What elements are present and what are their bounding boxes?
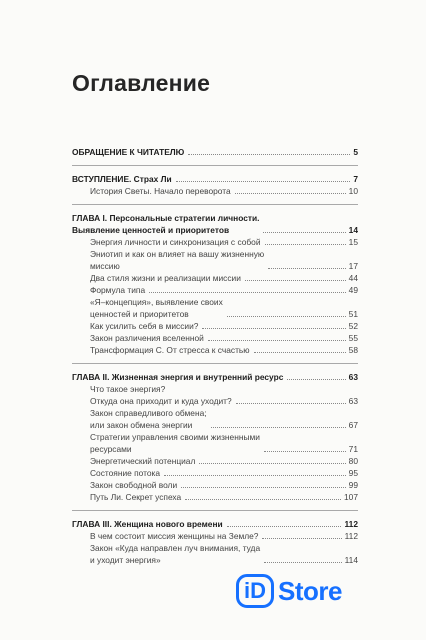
toc-page-number: 99 — [348, 480, 358, 490]
toc-page-number: 114 — [344, 555, 358, 565]
logo-badge — [236, 574, 274, 608]
toc-entry-title-line: и уходит энергия» — [90, 555, 161, 565]
toc-entry-title-line: Закон свободной воли — [90, 480, 178, 490]
dot-leader — [199, 463, 345, 464]
dot-leader — [263, 232, 345, 233]
toc-page-number: 58 — [348, 345, 358, 355]
toc-page-number: 51 — [348, 309, 358, 319]
toc-entry-title-line: ценностей и приоритетов — [90, 309, 189, 319]
toc-entry-title — [72, 467, 160, 479]
dot-leader — [268, 268, 346, 269]
toc-entry-title — [72, 332, 204, 344]
toc-page-number: 5 — [353, 147, 358, 157]
toc-entry-title-line: ресурсами — [90, 444, 132, 454]
toc-entry-title-line: Энергия личности и синхронизация с собой — [90, 237, 261, 247]
toc-entry-title — [72, 371, 283, 383]
toc-entry-title-line: Два стиля жизни и реализации миссии — [90, 273, 241, 283]
toc-page-number: 17 — [348, 261, 358, 271]
page-title: Оглавление — [72, 70, 211, 96]
toc-entry-title-line: Как усилить себя в миссии? — [90, 321, 199, 331]
toc-entry-title-line: миссию — [90, 261, 120, 271]
toc-page-number: 63 — [348, 372, 358, 382]
toc-entry-title — [72, 284, 145, 296]
toc-entry-title-line: Формула типа — [90, 285, 146, 295]
toc-entry-title — [72, 383, 232, 407]
section-divider — [72, 510, 358, 511]
toc-entry-title-line: ГЛАВА II. Жизненная энергия и внутренний ресурс — [72, 372, 284, 382]
toc-subsection-entry — [72, 431, 358, 455]
toc-entry-title-line: Закон справедливого обмена; — [90, 408, 207, 418]
toc-page-number: 67 — [348, 420, 358, 430]
toc-subsection-entry — [72, 530, 358, 542]
toc-subsection-entry — [72, 320, 358, 332]
toc-entry-title-line: ВСТУПЛЕНИЕ. Страх Ли — [72, 174, 172, 184]
toc-entry-title — [72, 248, 264, 272]
toc-entry-title — [72, 173, 172, 185]
toc-chapter-entry — [72, 212, 358, 236]
toc-page-number: 112 — [344, 531, 358, 541]
toc-page-number: 71 — [348, 444, 358, 454]
toc-entry-title-line: ГЛАВА III. Женщина нового времени — [72, 519, 223, 529]
toc-page-number: 14 — [348, 225, 358, 235]
dot-leader — [181, 487, 346, 488]
toc-entry-title — [72, 146, 184, 158]
toc-subsection-entry — [72, 467, 358, 479]
toc-entry-title — [72, 491, 181, 503]
toc-entry-title-line: Закон различения вселенной — [90, 333, 204, 343]
toc-page-number: 112 — [344, 519, 358, 529]
toc-subsection-entry — [72, 455, 358, 467]
toc-entry-title — [72, 212, 259, 236]
toc-page-number: 15 — [348, 237, 358, 247]
toc-page-number: 7 — [353, 174, 358, 184]
toc-entry-title — [72, 542, 260, 566]
toc-subsection-entry — [72, 296, 358, 320]
toc-entry-title-line: Закон «Куда направлен луч внимания, туда — [90, 543, 261, 553]
toc-entry-title — [72, 479, 177, 491]
dot-leader — [208, 340, 346, 341]
dot-leader — [185, 499, 341, 500]
toc-entry-title — [72, 455, 195, 467]
toc-entry-title — [72, 320, 198, 332]
toc-page-number: 55 — [348, 333, 358, 343]
section-divider — [72, 204, 358, 205]
dot-leader — [254, 352, 346, 353]
toc-page-number: 49 — [348, 285, 358, 295]
section-divider — [72, 165, 358, 166]
toc-page-number: 44 — [348, 273, 358, 283]
logo-badge-text: iD — [244, 578, 266, 603]
toc-entry-title-line: ОБРАЩЕНИЕ К ЧИТАТЕЛЮ — [72, 147, 185, 157]
logo-text: Store — [278, 575, 342, 606]
toc-subsection-entry — [72, 248, 358, 272]
toc-subsection-entry — [72, 284, 358, 296]
toc-entry-title-line: Путь Ли. Секрет успеха — [90, 492, 182, 502]
watermark-logo — [236, 574, 342, 608]
toc-entry-title-line: В чем состоит миссия женщины на Земле? — [90, 531, 259, 541]
toc-page-number: 80 — [348, 456, 358, 466]
toc-page-number: 95 — [348, 468, 358, 478]
dot-leader — [236, 403, 346, 404]
toc-page-number: 107 — [344, 492, 358, 502]
toc-entry-title-line: или закон обмена энергии — [90, 420, 193, 430]
table-of-contents — [72, 146, 358, 566]
toc-subsection-entry — [72, 491, 358, 503]
toc-chapter-entry — [72, 173, 358, 185]
toc-entry-title-line: ГЛАВА I. Персональные стратегии личности. — [72, 213, 260, 223]
toc-subsection-entry — [72, 479, 358, 491]
dot-leader — [211, 427, 346, 428]
toc-entry-title-line: Состояние потока — [90, 468, 161, 478]
dot-leader — [188, 154, 350, 155]
toc-subsection-entry — [72, 407, 358, 431]
toc-subsection-entry — [72, 344, 358, 356]
toc-subsection-entry — [72, 272, 358, 284]
toc-entry-title-line: Стратегии управления своими жизненными — [90, 432, 260, 442]
toc-entry-title — [72, 344, 250, 356]
dot-leader — [227, 526, 342, 527]
dot-leader — [149, 292, 346, 293]
toc-entry-title — [72, 407, 207, 431]
dot-leader — [202, 328, 345, 329]
dot-leader — [264, 562, 342, 563]
toc-chapter-entry — [72, 518, 358, 530]
toc-page-number: 63 — [348, 396, 358, 406]
toc-entry-title-line: Трансформация С. От стресса к счастью — [90, 345, 250, 355]
toc-entry-title — [72, 530, 258, 542]
dot-leader — [227, 316, 346, 317]
toc-entry-title — [72, 431, 260, 455]
toc-page-number: 10 — [348, 186, 358, 196]
dot-leader — [245, 280, 346, 281]
dot-leader — [164, 475, 346, 476]
toc-entry-title-line: Откуда она приходит и куда уходит? — [90, 396, 232, 406]
dot-leader — [235, 193, 346, 194]
dot-leader — [262, 538, 341, 539]
toc-subsection-entry — [72, 185, 358, 197]
dot-leader — [265, 244, 346, 245]
toc-subsection-entry — [72, 332, 358, 344]
toc-entry-title-line: Энергетический потенциал — [90, 456, 196, 466]
toc-entry-title — [72, 296, 223, 320]
toc-entry-title-line: Эниотип и как он влияет на вашу жизненную — [90, 249, 265, 259]
toc-page-number: 52 — [348, 321, 358, 331]
section-divider — [72, 363, 358, 364]
toc-entry-title-line: Что такое энергия? — [90, 384, 166, 394]
toc-entry-title — [72, 272, 241, 284]
toc-entry-title — [72, 185, 231, 197]
dot-leader — [264, 451, 346, 452]
toc-entry-title — [72, 518, 223, 530]
toc-chapter-entry — [72, 371, 358, 383]
dot-leader — [287, 379, 345, 380]
toc-chapter-entry — [72, 146, 358, 158]
toc-subsection-entry — [72, 542, 358, 566]
toc-entry-title — [72, 236, 261, 248]
toc-entry-title-line: Выявление ценностей и приоритетов — [72, 225, 230, 235]
toc-subsection-entry — [72, 383, 358, 407]
dot-leader — [176, 181, 351, 182]
toc-entry-title-line: «Я–концепция», выявление своих — [90, 297, 223, 307]
toc-entry-title-line: История Светы. Начало переворота — [90, 186, 231, 196]
toc-subsection-entry — [72, 236, 358, 248]
